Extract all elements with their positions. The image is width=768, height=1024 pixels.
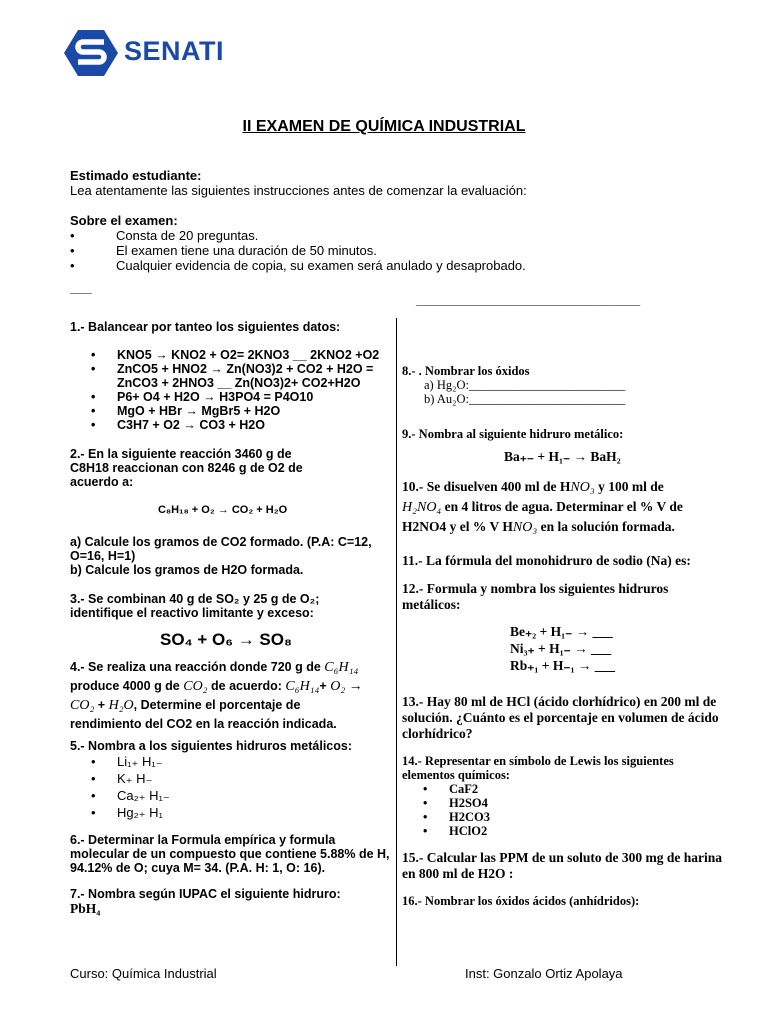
list-item: • Li₁₊ H₁₋ [70, 753, 390, 770]
left-column [70, 320, 390, 917]
q1-title: 1.- Balancear por tanteo los siguientes datos: [70, 320, 341, 334]
list-item: Ni₃₊ + H₁₋ → ___ [510, 641, 612, 656]
footer-course: Curso: Química Industrial [70, 966, 217, 981]
greeting: Estimado estudiante: [70, 168, 202, 183]
list-item: • H2SO4 [402, 796, 722, 810]
about-list [70, 228, 526, 273]
q14-title: 14.- Representar en símbolo de Lewis los siguientes elementos químicos: [402, 754, 674, 782]
list-item: • C3H7 + O2 → CO3 + H2O [70, 418, 390, 432]
about-title: Sobre el examen: [70, 213, 178, 228]
q10-text: 10.- Se disuelven 400 ml de HNO₃ y 100 ml de H₂NO₄ en 4 litros de agua. Determinar el % V de H2NO4 y el % V HNO₃ en la solución formada. [402, 479, 683, 535]
q8-title: 8.- . Nombrar los óxidos [402, 364, 530, 378]
q13-text: 13.- Hay 80 ml de HCl (ácido clorhídrico) en 200 ml de solución. ¿Cuánto es el porcentaje en volumen de ácido clorhídrico? [402, 694, 719, 741]
list-item: • HClO2 [402, 824, 722, 838]
signature-line: _______________________________ [416, 292, 641, 307]
list-item: • H2CO3 [402, 810, 722, 824]
list-item: • CaF2 [402, 782, 722, 796]
list-item: • Cualquier evidencia de copia, su examen será anulado y desaprobado. [70, 258, 526, 273]
q5-title: 5.- Nombra a los siguientes hidruros metálicos: [70, 739, 353, 753]
q2-equation: C₈H₁₈ + O₂ → CO₂ + H₂O [158, 504, 288, 516]
q8-a: a) Hg₂O:_________________________ [424, 378, 626, 392]
q2-a: a) Calcule los gramos de CO2 formado. (P.A: C=12, O=16, H=1) [70, 535, 372, 563]
brand-name: SENATI [124, 36, 225, 66]
list-item: • Ca₂₊ H₁₋ [70, 787, 390, 804]
q14-list [402, 782, 722, 838]
q9-title: 9.- Nombra al siguiente hidruro metálico: [402, 427, 624, 441]
list-item: • MgO + HBr → MgBr5 + H2O [70, 404, 390, 418]
q3-equation: SO₄ + O₆ → SO₈ [160, 630, 292, 649]
list-item: • P6+ O4 + H2O → H3PO4 = P4O10 [70, 390, 390, 404]
q3-line1: 3.- Se combinan 40 g de SO₂ y 25 g de O₂; [70, 592, 320, 606]
list-item: • KNO5 → KNO2 + O2= 2KNO3 __ 2KNO2 +O2 [70, 348, 390, 362]
q5-list [70, 753, 390, 821]
q11-text: 11.- La fórmula del monohidruro de sodio (Na) es: [402, 553, 691, 568]
list-item: • Consta de 20 preguntas. [70, 228, 526, 243]
q16-text: 16.- Nombrar los óxidos ácidos (anhídridos): [402, 894, 640, 908]
q7-title: 7.- Nombra según IUPAC el siguiente hidruro: [70, 887, 341, 901]
list-item: • El examen tiene una duración de 50 minutos. [70, 243, 526, 258]
q8-b: b) Au₂O:_________________________ [424, 392, 626, 406]
senati-logo-icon [64, 30, 118, 76]
q2-b: b) Calcule los gramos de H2O formada. [70, 563, 304, 577]
q12-list [402, 623, 722, 674]
column-divider [396, 318, 397, 966]
page-title: II EXAMEN DE QUÍMICA INDUSTRIAL [242, 118, 526, 135]
right-column [402, 364, 722, 908]
q15-text: 15.- Calcular las PPM de un soluto de 300 mg de harina en 800 ml de H2O : [402, 850, 723, 881]
list-item: • ZnCO5 + HNO2 → Zn(NO3)2 + CO2 + H2O = ZnCO3 + 2HNO3 __ Zn(NO3)2+ CO2+H2O [70, 362, 390, 390]
list-item: Be₊₂ + H₁₋ → ___ [510, 624, 613, 639]
list-item: • Hg₂₊ H₁ [70, 804, 390, 821]
q12-title: 12.- Formula y nombra los siguientes hidruros metálicos: [402, 581, 669, 612]
q7-formula: PbH₄ [70, 901, 101, 916]
q6-text: 6.- Determinar la Formula empírica y formula molecular de un compuesto que contiene 5.88% de H, 94.12% de O; cuya M= 34. (P.A. H: 1, O: 16). [70, 833, 390, 875]
q2-title: 2.- En la siguiente reacción 3460 g de C8H18 reaccionan con 8246 g de O2 de acuerdo a: [70, 447, 303, 489]
dash-mark: ___ [70, 280, 92, 295]
q3-line2: identifique el reactivo limitante y exceso: [70, 606, 314, 620]
list-item: • K₊ H₋ [70, 770, 390, 787]
instruction: Lea atentamente las siguientes instrucciones antes de comenzar la evaluación: [70, 183, 527, 198]
q9-formula: Ba₊₋ + H₁₋ → BaH₂ [504, 449, 621, 464]
q4-text: 4.- Se realiza una reacción donde 720 g de C₆H₁₄ produce 4000 g de CO₂ de acuerdo: C₆H₁₄+ O₂ → CO₂ + H₂O, Determine el porcentaje de rendimiento del CO2 en la reacción indicada. [70, 660, 363, 731]
list-item: Rb₊₁ + H₋₁ → ___ [510, 658, 616, 673]
q1-list [70, 348, 390, 432]
footer-instructor: Inst: Gonzalo Ortiz Apolaya [465, 966, 623, 981]
